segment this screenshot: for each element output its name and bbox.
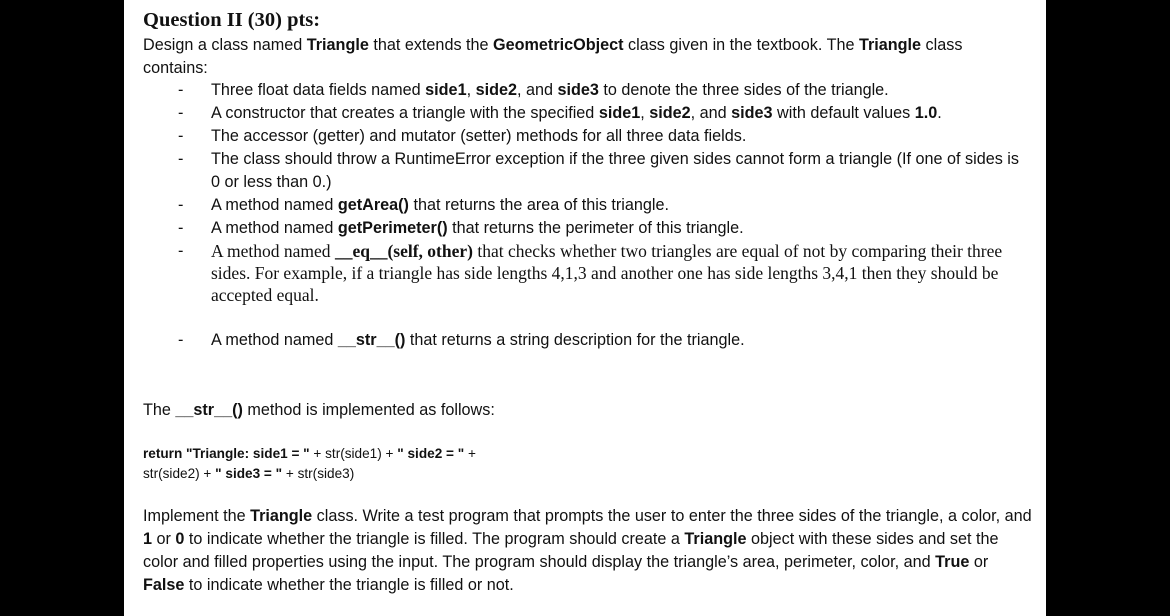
item-keyword: __eq__(self, other) xyxy=(334,241,473,261)
para-text: Implement the xyxy=(143,507,251,525)
para-keyword: Triangle xyxy=(684,530,747,548)
para-keyword: 0 xyxy=(175,530,185,548)
item-text: that checks whether two triangles are equal of not by comparing their three sides. For example, if a triangle has side lengths 4,1,3 and another one has side lengths 3,4,1 then they should be accepted equal. xyxy=(211,241,1003,305)
list-item-constructor xyxy=(124,102,1031,125)
intro-text: Design a class named xyxy=(143,36,307,54)
item-text: Three float data fields named xyxy=(211,81,426,99)
item-text: A method named xyxy=(211,196,338,214)
bullet-dash: - xyxy=(178,242,184,260)
implementation-paragraph xyxy=(143,505,1033,597)
item-keyword: side2 xyxy=(475,81,517,99)
code-text: + xyxy=(464,446,476,461)
item-text: , xyxy=(640,104,650,122)
intro-class-name: Triangle xyxy=(306,36,369,54)
bullet-dash: - xyxy=(178,104,184,122)
intro-paragraph xyxy=(143,34,1023,80)
intro-class-name: Triangle xyxy=(858,36,922,54)
item-keyword: side3 xyxy=(731,104,773,122)
item-text: A method named xyxy=(211,241,335,261)
intro-parent-class-name: GeometricObject xyxy=(493,36,624,54)
code-text: + str(side1) + xyxy=(309,446,398,461)
list-item-data-fields xyxy=(124,79,1031,102)
item-text: . xyxy=(937,104,942,122)
para-keyword: 1 xyxy=(143,530,153,548)
code-keyword: " side2 = " xyxy=(397,446,465,461)
code-text: str(side2) + xyxy=(143,466,216,481)
code-keyword: return "Triangle: side1 = " xyxy=(143,446,310,461)
item-keyword: getArea() xyxy=(337,196,409,214)
item-text: that returns the perimeter of this triangle. xyxy=(447,219,744,237)
para-text: The xyxy=(143,401,176,419)
intro-text: class contains: xyxy=(143,36,963,77)
bullet-dash: - xyxy=(178,331,184,349)
para-text: to indicate whether the triangle is filled or not. xyxy=(184,576,514,594)
code-keyword: " side3 = " xyxy=(215,466,283,481)
para-text: object with these sides and set the color and filled properties using the input. The program should display the triangle’s area, perimeter, color, and xyxy=(143,530,999,571)
item-keyword: side2 xyxy=(649,104,691,122)
list-item-str-method xyxy=(124,329,1031,352)
para-keyword: True xyxy=(935,553,970,571)
intro-text: class given in the textbook. The xyxy=(623,36,859,54)
bullet-dash: - xyxy=(178,127,184,145)
bullet-dash: - xyxy=(178,81,184,99)
para-keyword: __str__() xyxy=(175,401,243,419)
item-text: , and xyxy=(690,104,732,122)
bullet-dash: - xyxy=(178,150,184,168)
item-text: to denote the three sides of the triangle. xyxy=(598,81,889,99)
item-keyword: side1 xyxy=(598,104,641,122)
list-item-runtime-error xyxy=(124,148,1031,194)
para-keyword: Triangle xyxy=(250,507,313,525)
item-text: that returns the area of this triangle. xyxy=(408,196,669,214)
item-keyword: getPerimeter() xyxy=(337,219,448,237)
item-text: A constructor that creates a triangle with the specified xyxy=(211,104,599,122)
requirements-list xyxy=(124,79,1046,352)
para-text: or xyxy=(152,530,176,548)
list-item-get-perimeter xyxy=(124,217,1031,240)
item-text: that returns a string description for the triangle. xyxy=(405,331,745,349)
str-method-paragraph xyxy=(143,399,495,422)
item-text: The class should throw a RuntimeError exception if the three given sides cannot form a triangle (If one of sides is 0 or less than 0.) xyxy=(211,150,1019,191)
item-keyword: __str__() xyxy=(337,331,406,349)
question-heading: Question II (30) pts: xyxy=(143,9,321,31)
item-keyword: side3 xyxy=(557,81,599,99)
bullet-dash: - xyxy=(178,219,184,237)
bullet-dash: - xyxy=(178,196,184,214)
item-keyword: 1.0 xyxy=(914,104,938,122)
para-keyword: False xyxy=(143,576,185,594)
code-text: + str(side3) xyxy=(282,466,355,481)
list-item-accessors xyxy=(124,125,1031,148)
code-line xyxy=(143,444,476,464)
code-snippet xyxy=(143,444,476,484)
list-item-get-area xyxy=(124,194,1031,217)
intro-text: that extends the xyxy=(368,36,494,54)
para-text: to indicate whether the triangle is filled. The program should create a xyxy=(184,530,685,548)
item-text: , and xyxy=(516,81,558,99)
item-text: with default values xyxy=(772,104,915,122)
item-text: A method named xyxy=(211,331,338,349)
item-keyword: side1 xyxy=(425,81,467,99)
item-text: A method named xyxy=(211,219,338,237)
code-line xyxy=(143,464,476,484)
list-item-eq-method xyxy=(124,240,1031,306)
item-text: , xyxy=(466,81,476,99)
item-text: The accessor (getter) and mutator (setter) methods for all three data fields. xyxy=(211,127,747,145)
document-page xyxy=(124,0,1046,616)
para-text: or xyxy=(969,553,989,571)
para-text: method is implemented as follows: xyxy=(242,401,495,419)
para-text: class. Write a test program that prompts the user to enter the three sides of the triangle, a color, and xyxy=(312,507,1032,525)
